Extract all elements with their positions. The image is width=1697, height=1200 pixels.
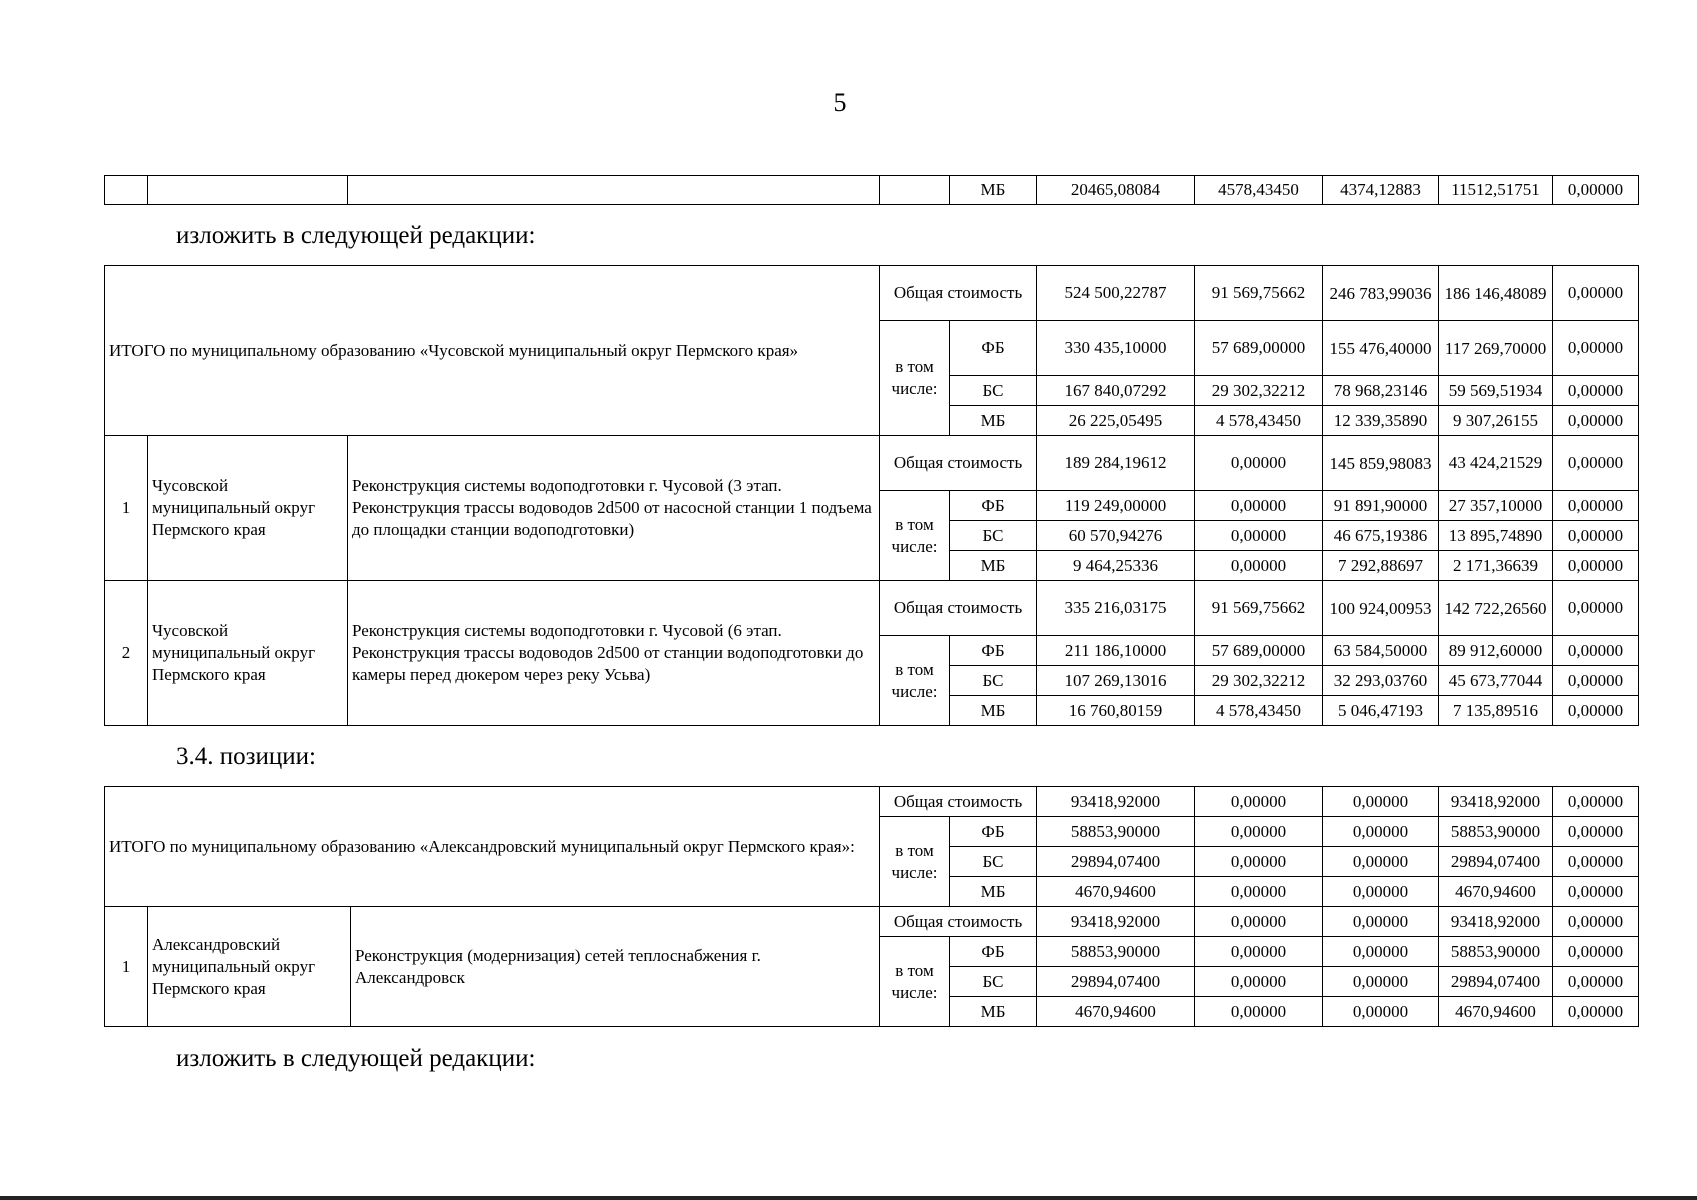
fb-label: ФБ xyxy=(950,937,1037,967)
value-cell: 91 891,90000 xyxy=(1323,491,1439,521)
incl-label-line: числе: xyxy=(891,982,938,1002)
scan-edge xyxy=(0,1196,1697,1200)
table-row xyxy=(105,436,1639,491)
value-cell: 58853,90000 xyxy=(1037,937,1195,967)
empty-cell xyxy=(880,176,950,205)
value-cell: 0,00000 xyxy=(1553,877,1639,907)
value-cell: 7 135,89516 xyxy=(1439,696,1553,726)
value-cell: 0,00000 xyxy=(1195,847,1323,877)
value-cell: 0,00000 xyxy=(1553,937,1639,967)
total-title: ИТОГО по муниципальному образованию «Чусовской муниципальный округ Пермского края» xyxy=(105,266,880,436)
value-cell: 29894,07400 xyxy=(1439,967,1553,997)
municipality-cell: Чусовской муниципальный округ Пермского края xyxy=(148,436,348,581)
total-cost-label: Общая стоимость xyxy=(880,581,1037,636)
value-cell: 4374,12883 xyxy=(1323,176,1439,205)
fb-label: ФБ xyxy=(950,817,1037,847)
value-cell: 0,00000 xyxy=(1553,847,1639,877)
value-cell: 43 424,21529 xyxy=(1439,436,1553,491)
value-cell: 0,00000 xyxy=(1323,967,1439,997)
value-cell: 186 146,48089 xyxy=(1439,266,1553,321)
total-cost-label: Общая стоимость xyxy=(880,266,1037,321)
value-cell: 0,00000 xyxy=(1553,321,1639,376)
total-title: ИТОГО по муниципальному образованию «Александровский муниципальный округ Пермского края»: xyxy=(105,787,880,907)
bs-label: БС xyxy=(950,376,1037,406)
incl-label-line: в том xyxy=(895,514,934,534)
value-cell: 9 307,26155 xyxy=(1439,406,1553,436)
value-cell: 13 895,74890 xyxy=(1439,521,1553,551)
value-cell: 0,00000 xyxy=(1553,266,1639,321)
incl-label xyxy=(880,636,950,726)
value-cell: 29 302,32212 xyxy=(1195,376,1323,406)
table-row xyxy=(105,266,1639,321)
value-cell: 524 500,22787 xyxy=(1037,266,1195,321)
value-cell: 4578,43450 xyxy=(1195,176,1323,205)
value-cell: 0,00000 xyxy=(1323,877,1439,907)
table-row xyxy=(105,907,1639,937)
value-cell: 0,00000 xyxy=(1323,997,1439,1027)
value-cell: 91 569,75662 xyxy=(1195,266,1323,321)
value-cell: 93418,92000 xyxy=(1439,907,1553,937)
value-cell: 29894,07400 xyxy=(1037,967,1195,997)
value-cell: 45 673,77044 xyxy=(1439,666,1553,696)
bs-label: БС xyxy=(950,847,1037,877)
value-cell: 0,00000 xyxy=(1553,376,1639,406)
mb-label: МБ xyxy=(950,696,1037,726)
incl-label-line: в том xyxy=(895,659,934,679)
heading-new-edition-2: изложить в следующей редакции: xyxy=(176,1045,536,1072)
value-cell: 0,00000 xyxy=(1553,521,1639,551)
value-cell: 0,00000 xyxy=(1195,436,1323,491)
value-cell: 93418,92000 xyxy=(1037,907,1195,937)
value-cell: 0,00000 xyxy=(1195,817,1323,847)
mb-label: МБ xyxy=(950,551,1037,581)
value-cell: 0,00000 xyxy=(1553,696,1639,726)
incl-label-line: числе: xyxy=(891,862,938,882)
total-cost-label: Общая стоимость xyxy=(880,907,1037,937)
value-cell: 0,00000 xyxy=(1553,551,1639,581)
incl-label xyxy=(880,491,950,581)
fb-label: ФБ xyxy=(950,636,1037,666)
value-cell: 9 464,25336 xyxy=(1037,551,1195,581)
object-cell: Реконструкция (модернизация) сетей теплоснабжения г. Александровск xyxy=(351,907,880,1027)
object-cell: Реконструкция системы водоподготовки г. Чусовой (3 этап. Реконструкция трассы водоводов 2d500 от насосной станции 1 подъема до площадки станции водоподготовки) xyxy=(348,436,880,581)
value-cell: 32 293,03760 xyxy=(1323,666,1439,696)
incl-label-line: числе: xyxy=(891,536,938,556)
value-cell: 0,00000 xyxy=(1195,551,1323,581)
total-cost-label: Общая стоимость xyxy=(880,787,1037,817)
value-cell: 145 859,98083 xyxy=(1323,436,1439,491)
value-cell: 93418,92000 xyxy=(1439,787,1553,817)
bs-label: БС xyxy=(950,967,1037,997)
value-cell: 0,00000 xyxy=(1195,521,1323,551)
incl-label-line: в том xyxy=(895,960,934,980)
table-row xyxy=(105,787,1639,817)
municipality-cell: Чусовской муниципальный округ Пермского края xyxy=(148,581,348,726)
value-cell: 27 357,10000 xyxy=(1439,491,1553,521)
value-cell: 0,00000 xyxy=(1553,967,1639,997)
empty-cell xyxy=(148,176,348,205)
value-cell: 4 578,43450 xyxy=(1195,696,1323,726)
value-cell: 117 269,70000 xyxy=(1439,321,1553,376)
heading-new-edition-1: изложить в следующей редакции: xyxy=(176,222,536,249)
incl-label xyxy=(880,321,950,436)
value-cell: 0,00000 xyxy=(1553,787,1639,817)
value-cell: 60 570,94276 xyxy=(1037,521,1195,551)
value-cell: 4670,94600 xyxy=(1439,997,1553,1027)
value-cell: 20465,08084 xyxy=(1037,176,1195,205)
value-cell: 16 760,80159 xyxy=(1037,696,1195,726)
value-cell: 0,00000 xyxy=(1323,847,1439,877)
value-cell: 0,00000 xyxy=(1553,817,1639,847)
value-cell: 0,00000 xyxy=(1553,176,1639,205)
fb-label: ФБ xyxy=(950,491,1037,521)
value-cell: 0,00000 xyxy=(1323,817,1439,847)
value-cell: 12 339,35890 xyxy=(1323,406,1439,436)
value-cell: 335 216,03175 xyxy=(1037,581,1195,636)
value-cell: 189 284,19612 xyxy=(1037,436,1195,491)
aleksandrovsk-table xyxy=(104,786,1639,1027)
incl-label-line: в том xyxy=(895,357,934,376)
row-number: 2 xyxy=(105,581,148,726)
value-cell: 4670,94600 xyxy=(1037,997,1195,1027)
incl-label-line: числе: xyxy=(891,681,938,701)
value-cell: 0,00000 xyxy=(1553,666,1639,696)
value-cell: 46 675,19386 xyxy=(1323,521,1439,551)
value-cell: 4 578,43450 xyxy=(1195,406,1323,436)
incl-label xyxy=(880,817,950,907)
bs-label: БС xyxy=(950,666,1037,696)
value-cell: 155 476,40000 xyxy=(1323,321,1439,376)
value-cell: 246 783,99036 xyxy=(1323,266,1439,321)
value-cell: 26 225,05495 xyxy=(1037,406,1195,436)
value-cell: 58853,90000 xyxy=(1439,817,1553,847)
value-cell: 0,00000 xyxy=(1323,937,1439,967)
value-cell: 4670,94600 xyxy=(1439,877,1553,907)
value-cell: 0,00000 xyxy=(1323,787,1439,817)
heading-positions: 3.4. позиции: xyxy=(176,743,316,770)
value-cell: 4670,94600 xyxy=(1037,877,1195,907)
page-number: 5 xyxy=(833,88,847,117)
value-cell: 119 249,00000 xyxy=(1037,491,1195,521)
value-cell: 167 840,07292 xyxy=(1037,376,1195,406)
municipality-cell: Александровский муниципальный округ Пермского края xyxy=(148,907,351,1027)
value-cell: 89 912,60000 xyxy=(1439,636,1553,666)
value-cell: 0,00000 xyxy=(1195,491,1323,521)
value-cell: 0,00000 xyxy=(1553,436,1639,491)
value-cell: 0,00000 xyxy=(1195,787,1323,817)
top-fragment-row xyxy=(105,176,1639,205)
budget-label: МБ xyxy=(950,176,1037,205)
value-cell: 5 046,47193 xyxy=(1323,696,1439,726)
chusovoy-table xyxy=(104,265,1639,726)
value-cell: 0,00000 xyxy=(1195,877,1323,907)
value-cell: 100 924,00953 xyxy=(1323,581,1439,636)
empty-cell xyxy=(348,176,880,205)
value-cell: 0,00000 xyxy=(1195,997,1323,1027)
fb-label: ФБ xyxy=(950,321,1037,376)
value-cell: 0,00000 xyxy=(1195,967,1323,997)
mb-label: МБ xyxy=(950,877,1037,907)
table-row xyxy=(105,581,1639,636)
total-cost-label: Общая стоимость xyxy=(880,436,1037,491)
value-cell: 2 171,36639 xyxy=(1439,551,1553,581)
value-cell: 211 186,10000 xyxy=(1037,636,1195,666)
value-cell: 29894,07400 xyxy=(1439,847,1553,877)
value-cell: 0,00000 xyxy=(1195,937,1323,967)
value-cell: 58853,90000 xyxy=(1439,937,1553,967)
value-cell: 0,00000 xyxy=(1195,907,1323,937)
value-cell: 91 569,75662 xyxy=(1195,581,1323,636)
value-cell: 78 968,23146 xyxy=(1323,376,1439,406)
row-number: 1 xyxy=(105,907,148,1027)
value-cell: 0,00000 xyxy=(1553,581,1639,636)
mb-label: МБ xyxy=(950,997,1037,1027)
value-cell: 0,00000 xyxy=(1553,491,1639,521)
value-cell: 29894,07400 xyxy=(1037,847,1195,877)
value-cell: 63 584,50000 xyxy=(1323,636,1439,666)
empty-cell xyxy=(105,176,148,205)
value-cell: 93418,92000 xyxy=(1037,787,1195,817)
value-cell: 0,00000 xyxy=(1323,907,1439,937)
value-cell: 0,00000 xyxy=(1553,997,1639,1027)
value-cell: 0,00000 xyxy=(1553,636,1639,666)
bs-label: БС xyxy=(950,521,1037,551)
value-cell: 0,00000 xyxy=(1553,907,1639,937)
value-cell: 142 722,26560 xyxy=(1439,581,1553,636)
value-cell: 330 435,10000 xyxy=(1037,321,1195,376)
value-cell: 59 569,51934 xyxy=(1439,376,1553,406)
incl-label-line: в том xyxy=(895,840,934,860)
value-cell: 29 302,32212 xyxy=(1195,666,1323,696)
value-cell: 57 689,00000 xyxy=(1195,636,1323,666)
value-cell: 7 292,88697 xyxy=(1323,551,1439,581)
incl-label xyxy=(880,937,950,1027)
object-cell: Реконструкция системы водоподготовки г. Чусовой (6 этап. Реконструкция трассы водоводов 2d500 от станции водоподготовки до камеры перед дюкером через реку Усьва) xyxy=(348,581,880,726)
value-cell: 11512,51751 xyxy=(1439,176,1553,205)
mb-label: МБ xyxy=(950,406,1037,436)
value-cell: 107 269,13016 xyxy=(1037,666,1195,696)
incl-label-line: числе: xyxy=(891,379,938,398)
value-cell: 58853,90000 xyxy=(1037,817,1195,847)
value-cell: 0,00000 xyxy=(1553,406,1639,436)
row-number: 1 xyxy=(105,436,148,581)
top-fragment-table xyxy=(104,175,1639,205)
value-cell: 57 689,00000 xyxy=(1195,321,1323,376)
